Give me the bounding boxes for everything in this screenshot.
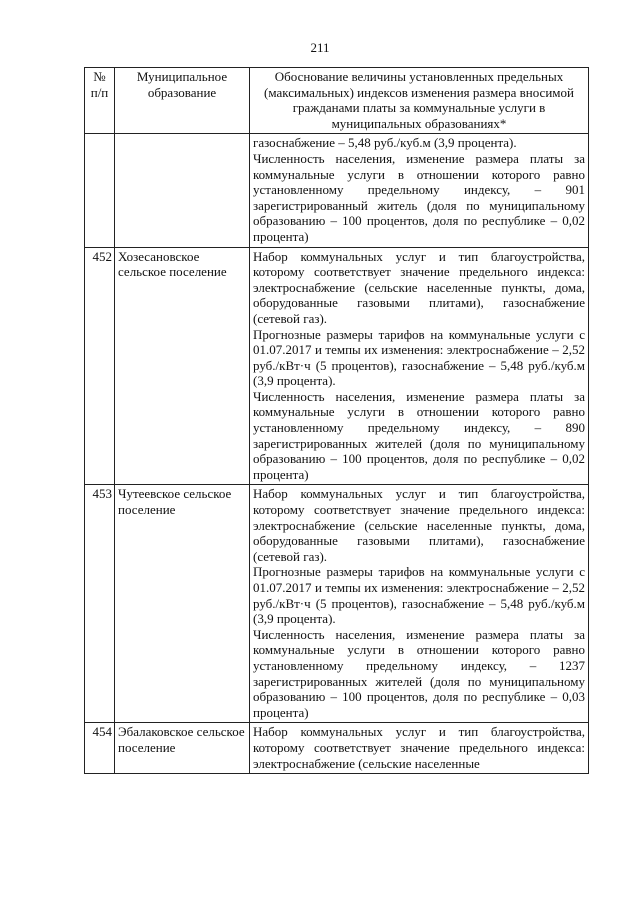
row-paragraph: Набор коммунальных услуг и тип благоустройства, которому соответствует значение предельного индекса: электроснабжение (сельские населенные пункты, дома, оборудованные газовыми плитами), газоснабжение (сетевой газ). <box>253 248 585 326</box>
row-number <box>85 134 115 247</box>
row-paragraph: Прогнозные размеры тарифов на коммунальные услуги с 01.07.2017 и темпы их изменения: электроснабжение – 2,52 руб./кВт·ч (5 процентов), газоснабжение – 5,48 руб./куб.м (3,9 процента). <box>253 326 585 389</box>
row-paragraph: Прогнозные размеры тарифов на коммунальные услуги с 01.07.2017 и темпы их изменения: электроснабжение – 2,52 руб./кВт·ч (5 процентов), газоснабжение – 5,48 руб./куб.м (3,9 процента). <box>253 564 585 627</box>
tariff-index-table <box>84 67 589 774</box>
row-municipality: Чутеевское сельское поселение <box>115 485 250 723</box>
row-paragraph: газоснабжение – 5,48 руб./куб.м (3,9 процента). <box>253 135 517 151</box>
row-justification <box>250 247 589 485</box>
row-number: 452 <box>85 247 115 485</box>
row-paragraph: Набор коммунальных услуг и тип благоустройства, которому соответствует значение предельного индекса: электроснабжение (сельские населенные <box>253 724 585 771</box>
row-municipality: Эбалаковское сельское поселение <box>115 723 250 774</box>
row-number: 454 <box>85 723 115 774</box>
row-paragraph: Набор коммунальных услуг и тип благоустройства, которому соответствует значение предельного индекса: электроснабжение (сельские населенные пункты, дома, оборудованные газовыми плитами), газоснабжение (сетевой газ). <box>253 486 585 564</box>
table-header-row <box>85 68 589 134</box>
table-row <box>85 247 589 485</box>
table-row <box>85 134 589 247</box>
header-justification: Обоснование величины установленных предельных (максимальных) индексов изменения размера вносимой гражданами платы за коммунальные услуги в муниципальных образованиях* <box>250 68 589 134</box>
row-number: 453 <box>85 485 115 723</box>
row-paragraph: Численность населения, изменение размера платы за коммунальные услуги в отношении которого равно установленному предельному индексу, – 901 зарегистрированный житель (доля по муниципальному образованию – 100 процентов, доля по республике – 0,02 процента) <box>253 150 585 244</box>
row-justification <box>250 485 589 723</box>
page-number: 211 <box>310 40 330 55</box>
row-municipality <box>115 134 250 247</box>
row-municipality: Хозесановское сельское поселение <box>115 247 250 485</box>
row-paragraph: Численность населения, изменение размера платы за коммунальные услуги в отношении которого равно установленному предельному индексу, – 1237 зарегистрированных жителей (доля по муниципальному образованию – 100 процентов, доля по республике – 0,03 процента) <box>253 626 585 720</box>
header-num: № п/п <box>85 68 115 134</box>
table-row <box>85 723 589 774</box>
row-justification <box>250 723 589 774</box>
row-justification <box>250 134 589 247</box>
row-paragraph: Численность населения, изменение размера платы за коммунальные услуги в отношении которого равно установленному предельному индексу, – 890 зарегистрированных жителей (доля по муниципальному образованию – 100 процентов, доля по республике – 0,02 процента) <box>253 388 585 482</box>
header-municipality: Муниципальное образование <box>115 68 250 134</box>
table-row <box>85 485 589 723</box>
